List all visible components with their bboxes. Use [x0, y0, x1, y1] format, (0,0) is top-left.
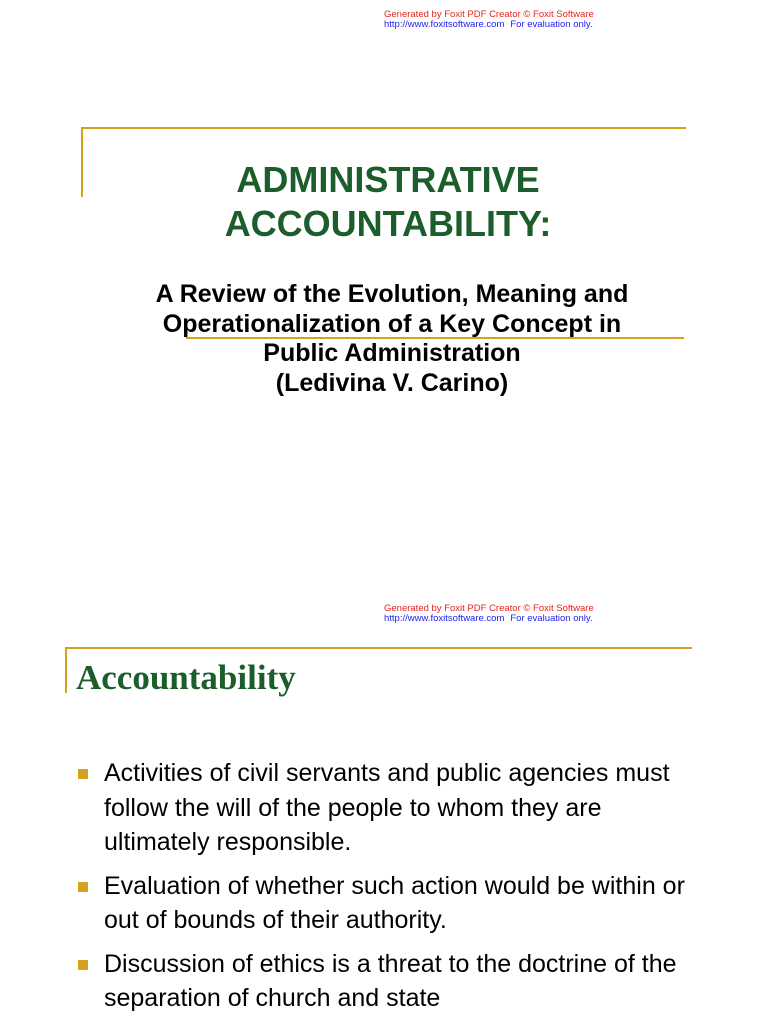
watermark-url-link[interactable]: http://www.foxitsoftware.com [384, 18, 505, 30]
slide1-frame-top-rule [81, 127, 686, 129]
slide1-frame-left-rule [81, 127, 83, 197]
square-bullet-icon [78, 769, 88, 779]
slide2-frame-left-rule [65, 647, 67, 693]
watermark-url-link[interactable]: http://www.foxitsoftware.com [384, 612, 505, 624]
slide1-title-line: ACCOUNTABILITY: [224, 203, 552, 244]
slide1-subtitle-line: A Review of the Evolution, Meaning and [155, 280, 629, 308]
slide2-bullet-list [78, 756, 708, 1025]
slide2-title: Accountability [76, 658, 296, 697]
watermark-top [384, 10, 614, 29]
slide2-frame-top-rule [65, 647, 692, 649]
slide1-subtitle-line: Operationalization of a Key Concept in [162, 309, 622, 338]
watermark-generator-text: Generated by Foxit PDF Creator © Foxit Software [384, 9, 594, 20]
bullet-text: Evaluation of whether such action would be within or out of bounds of their authority. [104, 871, 685, 934]
square-bullet-icon [78, 960, 88, 970]
bullet-item [78, 756, 708, 860]
watermark-url-line [384, 20, 614, 30]
slide1-title [100, 158, 676, 246]
watermark-note: For evaluation only. [510, 18, 593, 30]
bullet-item [78, 869, 708, 938]
bullet-text: Activities of civil servants and public agencies must follow the will of the people to whom they are ultimately responsible. [104, 759, 670, 856]
slide1-subtitle [90, 280, 694, 398]
watermark-generator-text: Generated by Foxit PDF Creator © Foxit Software [384, 603, 594, 614]
slide1-title-line: ADMINISTRATIVE [236, 159, 540, 200]
slide1-subtitle-line: Public Administration [263, 339, 521, 367]
bullet-text: Discussion of ethics is a threat to the doctrine of the separation of church and state [104, 949, 677, 1012]
bullet-item [78, 947, 708, 1016]
slide1-subtitle-rule [186, 337, 684, 339]
watermark-bottom [384, 604, 614, 623]
watermark-note: For evaluation only. [510, 612, 593, 624]
square-bullet-icon [78, 882, 88, 892]
slide1-author-line: (Ledivina V. Carino) [275, 368, 509, 397]
watermark-url-line [384, 614, 614, 624]
